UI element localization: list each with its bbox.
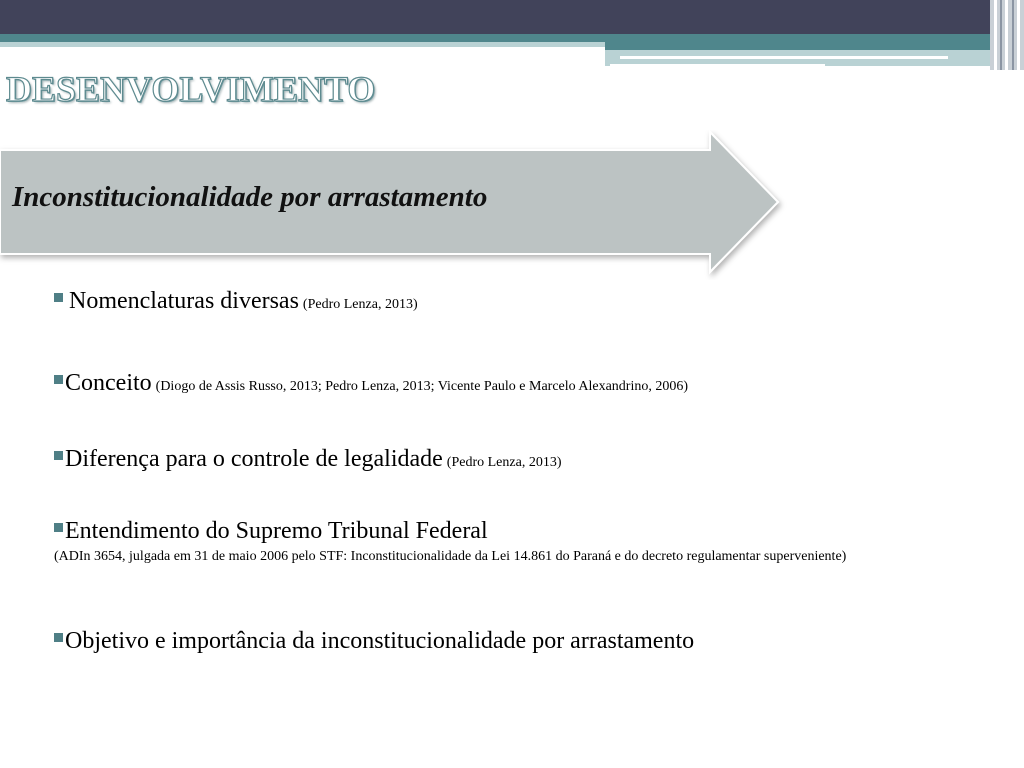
list-item bbox=[54, 628, 694, 655]
bullet-text: Nomenclaturas diversas bbox=[69, 288, 299, 314]
list-item bbox=[54, 370, 688, 397]
square-bullet-icon bbox=[54, 523, 63, 532]
bullet-note: (ADIn 3654, julgada em 31 de maio 2006 pelo STF: Inconstitucionalidade da Lei 14.861 do Paraná e do decreto regulamentar superveniente) bbox=[54, 549, 847, 564]
banner-title: Inconstitucionalidade por arrastamento bbox=[12, 181, 488, 213]
bullet-text: Diferença para o controle de legalidade bbox=[65, 446, 443, 472]
bullet-text: Conceito bbox=[65, 370, 152, 396]
bullet-text: Entendimento do Supremo Tribunal Federal bbox=[65, 518, 488, 544]
bullet-citation: (Pedro Lenza, 2013) bbox=[446, 455, 562, 470]
list-item bbox=[54, 446, 561, 473]
list-item bbox=[54, 288, 418, 315]
bullet-text: Objetivo e importância da inconstitucionalidade por arrastamento bbox=[65, 628, 695, 654]
square-bullet-icon bbox=[54, 633, 63, 642]
slide-title: DESENVOLVIMENTO bbox=[6, 69, 376, 109]
header-band bbox=[0, 0, 1024, 72]
square-bullet-icon bbox=[54, 293, 63, 302]
square-bullet-icon bbox=[54, 375, 63, 384]
list-item bbox=[54, 518, 954, 567]
square-bullet-icon bbox=[54, 451, 63, 460]
bullet-citation: (Pedro Lenza, 2013) bbox=[302, 297, 418, 312]
bullet-citation: (Diogo de Assis Russo, 2013; Pedro Lenza, 2013; Vicente Paulo e Marcelo Alexandrino, 2006) bbox=[155, 379, 689, 394]
